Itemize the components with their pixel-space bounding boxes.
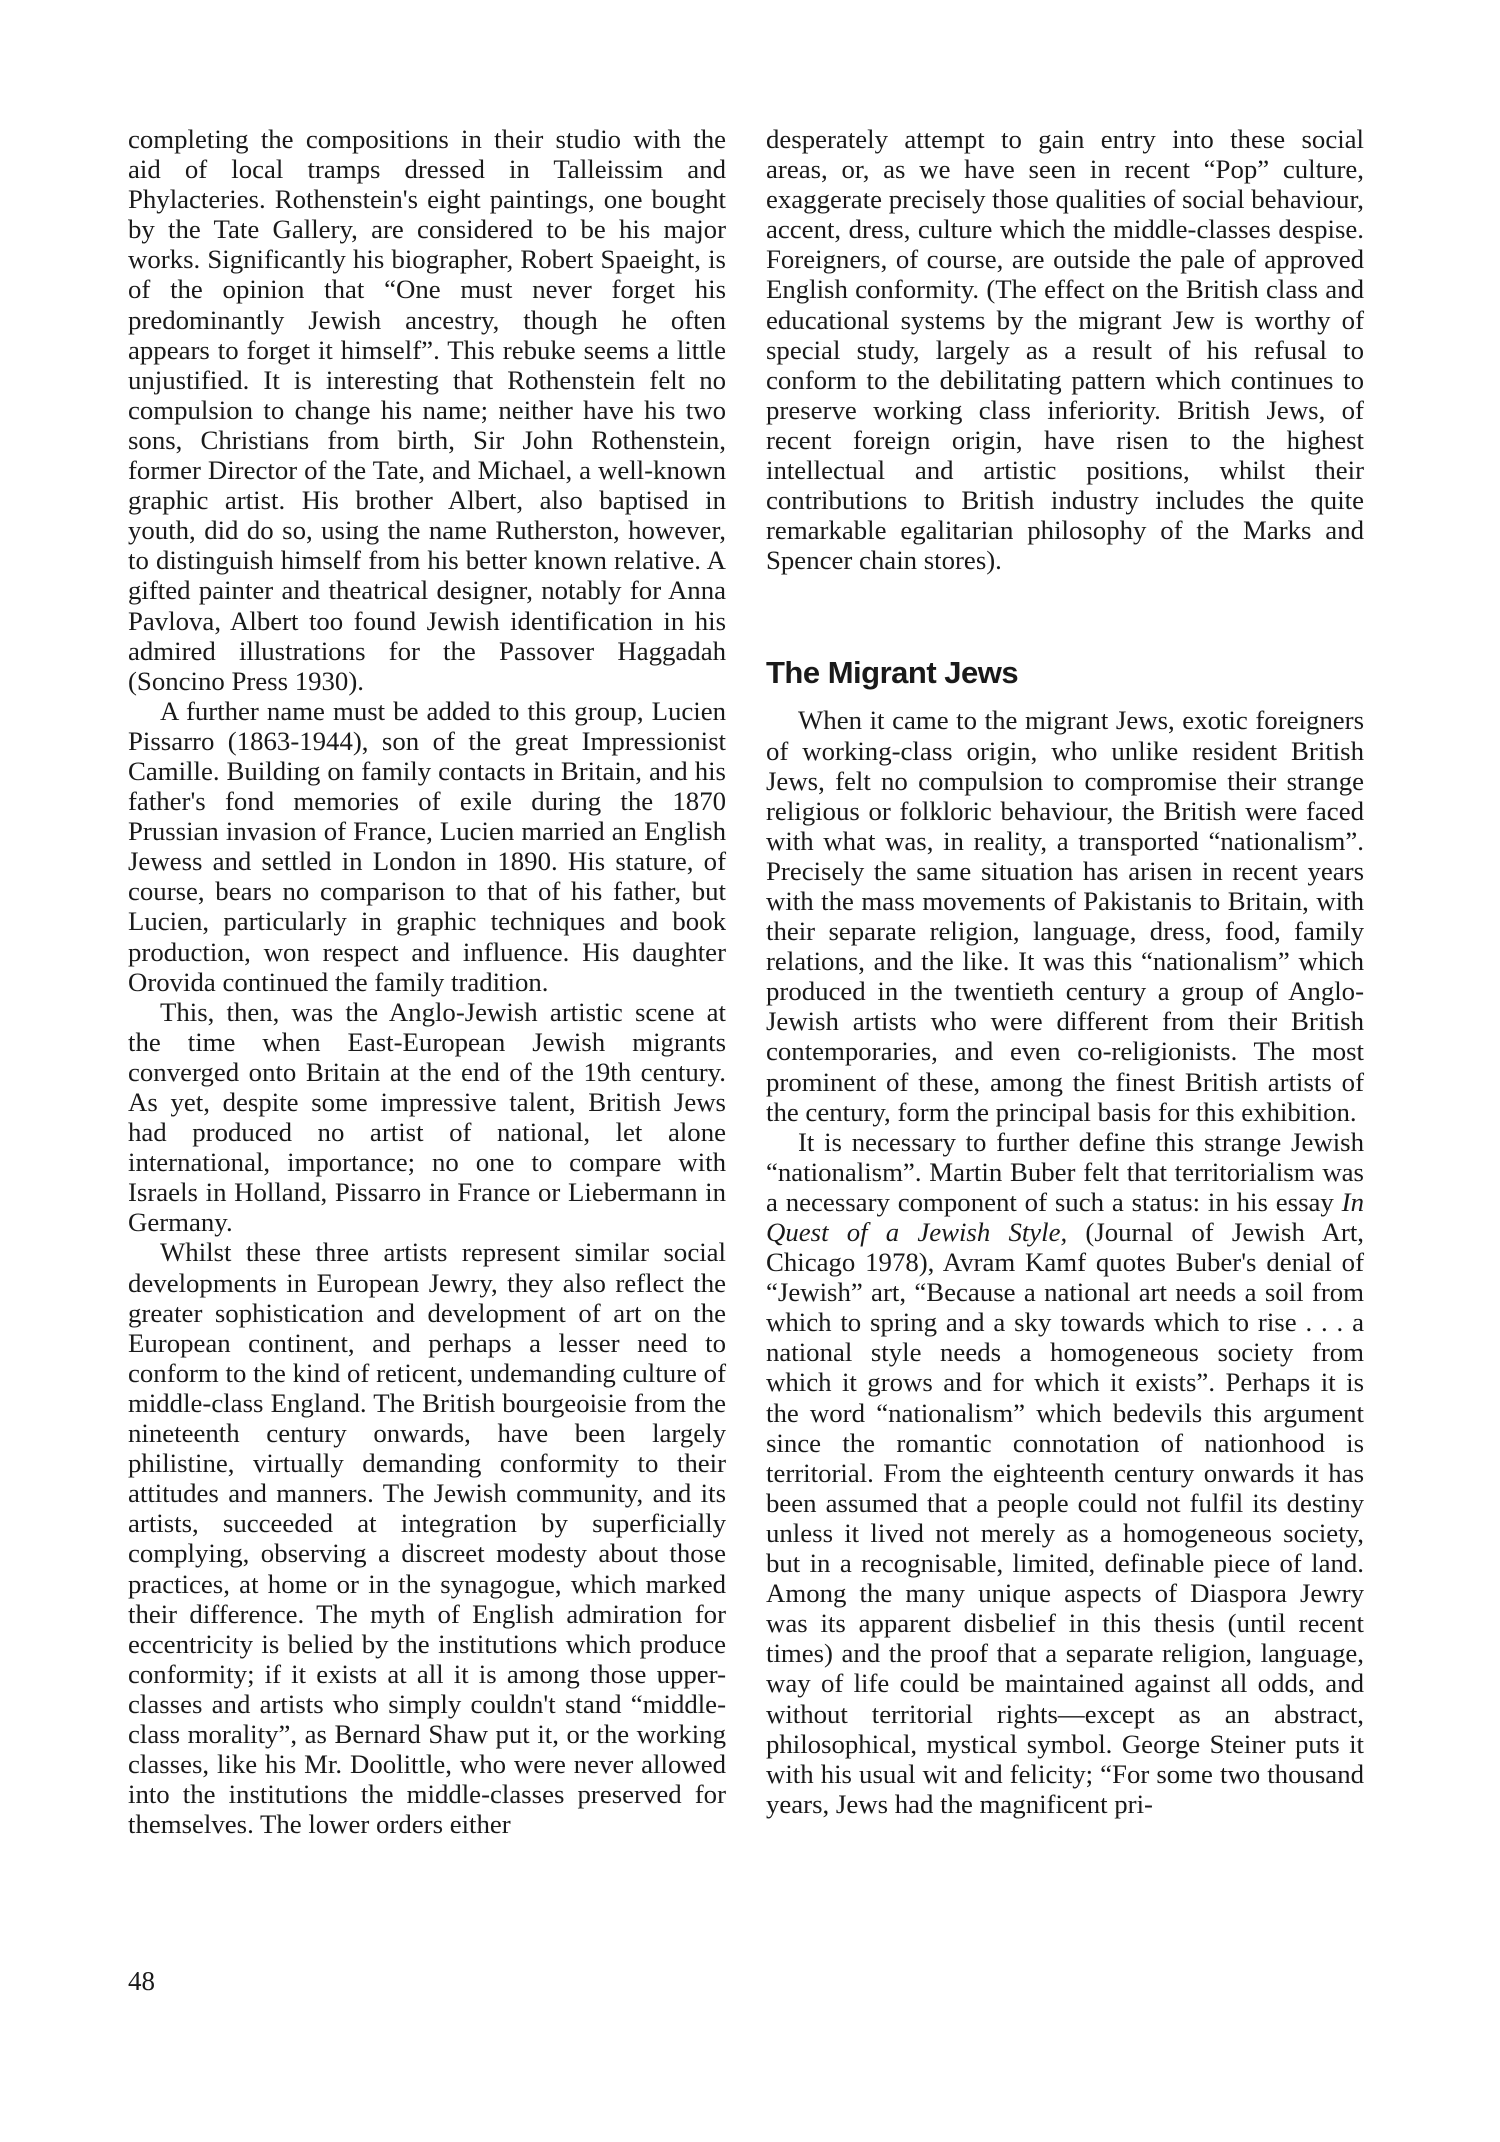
section-heading: The Migrant Jews (766, 655, 1019, 691)
right-text-column (766, 124, 1364, 1819)
paragraph: completing the compositions in their studio with the aid of local tramps dressed in Talleissim and Phylacteries. Rothenstein's eight paintings, one bought by the Tate Gallery, are considered to be his major works. Significantly his biographer, Robert Spaeight, is of the opinion that “One must never forget his predominantly Jewish ancestry, though he often appears to forget it himself”. This rebuke seems a little unjustified. It is interesting that Rothenstein felt no compulsion to change his name; neither have his two sons, Christians from birth, Sir John Rothenstein, former Director of the Tate, and Michael, a well-known graphic artist. His brother Albert, also baptised in youth, did do so, using the name Rutherston, however, to distinguish himself from his better known relative. A gifted painter and theatrical designer, notably for Anna Pavlova, Albert too found Jewish identification in his admired illustrations for the Passover Haggadah (Soncino Press 1930). (128, 124, 726, 696)
paragraph-text: It is necessary to further define this strange Jewish “nationalism”. Martin Buber felt that territorialism was a necessary component of such a status: in his essay (766, 1126, 1364, 1217)
paragraph: When it came to the migrant Jews, exotic foreigners of working-class origin, who unlike resident British Jews, felt no compulsion to compromise their strange religious or folkloric behaviour, the British were faced with what was, in reality, a transported “nationalism”. Precisely the same situation has arisen in recent years with the mass movements of Pakistanis to Britain, with their separate religion, language, dress, food, family relations, and the like. It was this “nationalism” which produced in the twentieth century a group of Anglo-Jewish artists who were different from their British contemporaries, and even co-religionists. The most prominent of these, among the finest British artists of the century, form the principal basis for this exhibition. (766, 705, 1364, 1127)
paragraph: Whilst these three artists represent similar social developments in European Jewry, they also reflect the greater sophistication and development of art on the European continent, and perhaps a lesser need to conform to the kind of reticent, undemanding culture of middle-class England. The British bourgeoisie from the nineteenth century onwards, have been largely philistine, virtually demanding conformity to their attitudes and manners. The Jewish community, and its artists, succeeded at integration by superficially complying, observing a discreet modesty about those practices, at home or in the synagogue, which marked their difference. The myth of English admiration for eccentricity is belied by the institutions which produce conformity; if it exists at all it is among those upper-classes and artists who simply couldn't stand “middle-class morality”, as Bernard Shaw put it, or the working classes, like his Mr. Doolittle, who were never allowed into the institutions the middle-classes preserved for themselves. The lower orders either (128, 1237, 726, 1840)
paragraph: This, then, was the Anglo-Jewish artistic scene at the time when East-European Jewish migrants converged onto Britain at the end of the 19th century. As yet, despite some impressive talent, British Jews had produced no artist of national, let alone international, importance; no one to compare with Israels in Holland, Pissarro in France or Liebermann in Germany. (128, 996, 726, 1238)
essay-title: In Quest of a Jewish Style, (766, 1186, 1364, 1247)
paragraph-text: (Journal of Jewish Art, Chicago 1978), Avram Kamf quotes Buber's denial of “Jewish” art, “Because a national art needs a soil from which to spring and a sky towards which to rise . . . a national style needs a homogeneous society from which it grows and for which it exists”. Perhaps it is the word “nationalism” which bedevils this argument since the romantic connotation of nationhood is territorial. From the eighteenth century onwards it has been assumed that a people could not fulfil its destiny unless it lived not merely as a homogeneous society, but in a recognisable, limited, definable piece of land. Among the many unique aspects of Diaspora Jewry was its apparent disbelief in this thesis (until recent times) and the proof that a separate religion, language, way of life could be maintained against all odds, and without territorial rights—except as an abstract, philosophical, mystical symbol. George Steiner puts it with his usual wit and felicity; “For some two thousand years, Jews had the magnificent pri- (766, 1217, 1364, 1819)
paragraph (766, 1127, 1364, 1819)
paragraph: desperately attempt to gain entry into these social areas, or, as we have seen in recent “Pop” culture, exaggerate precisely those qualities of social behaviour, accent, dress, culture which the middle-classes despise. Foreigners, of course, are outside the pale of approved English conformity. (The effect on the British class and educational systems by the migrant Jew is worthy of special study, largely as a result of his refusal to conform to the debilitating pattern which continues to preserve working class inferiority. British Jews, of recent foreign origin, have risen to the highest intellectual and artistic positions, whilst their contributions to British industry includes the quite remarkable egalitarian philosophy of the Marks and Spencer chain stores). (766, 124, 1364, 576)
page-number: 48 (128, 1966, 155, 1996)
paragraph: A further name must be added to this group, Lucien Pissarro (1863-1944), son of the great Impressionist Camille. Building on family contacts in Britain, and his father's fond memories of exile during the 1870 Prussian invasion of France, Lucien married an English Jewess and settled in London in 1890. His stature, of course, bears no comparison to that of his father, but Lucien, particularly in graphic techniques and book production, won respect and influence. His daughter Orovida continued the family tradition. (128, 695, 726, 997)
left-text-column (128, 124, 726, 1839)
